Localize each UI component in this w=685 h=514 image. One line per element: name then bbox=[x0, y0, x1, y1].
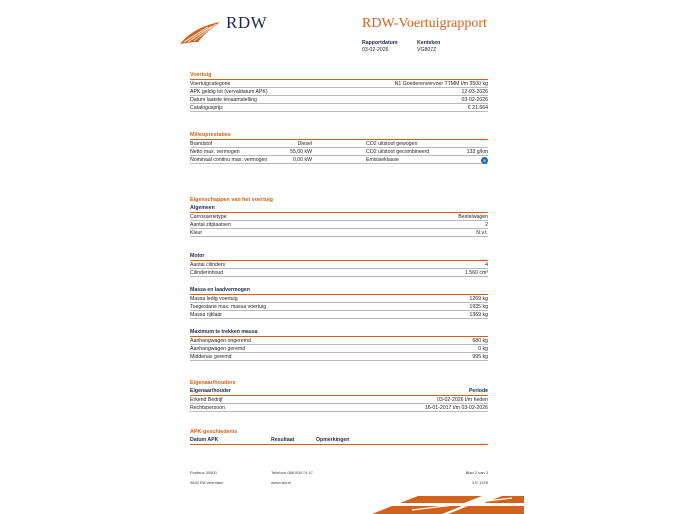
column-header: Datum APK bbox=[190, 437, 219, 443]
row-label: Toegestane max. massa voertuig bbox=[190, 304, 267, 310]
table-row bbox=[190, 156, 488, 164]
table-row bbox=[190, 221, 488, 229]
row-value: 1269 kg bbox=[469, 296, 488, 302]
column-header: Opmerkingen bbox=[316, 437, 350, 443]
footer-address bbox=[190, 470, 223, 486]
row-label: Rechtspersoon bbox=[190, 405, 225, 411]
divider bbox=[190, 444, 488, 445]
row-value: 133 g/km bbox=[466, 149, 488, 155]
row-value: N.v.t. bbox=[476, 230, 488, 236]
footer-text: www.rdw.nl bbox=[271, 480, 292, 485]
section-title: APK-geschiedenis bbox=[190, 429, 238, 435]
table-row bbox=[190, 353, 488, 361]
row-label: CO2 uitstoot gecombineerd bbox=[366, 149, 430, 155]
group-massa bbox=[190, 286, 488, 319]
table-header bbox=[190, 387, 488, 395]
row-value: 1.560 cm³ bbox=[464, 270, 488, 276]
section-title: Eigenaar/houders bbox=[190, 380, 236, 386]
row-label: Nominaal continu max. vermogen bbox=[190, 157, 268, 163]
section-title: Voertuig bbox=[190, 72, 212, 78]
row-label: Brandstof bbox=[190, 141, 213, 147]
row-value: 16-01-2017 t/m 03-02-2026 bbox=[424, 405, 488, 411]
row-value: 0,00 kW bbox=[292, 157, 312, 163]
meta-rapportdatum bbox=[362, 40, 397, 54]
row-label: Cilinderinhoud bbox=[190, 270, 224, 276]
table-row bbox=[190, 148, 488, 156]
row-label: Aanhangwagen geremd bbox=[190, 346, 246, 352]
group-title: Motor bbox=[190, 253, 205, 259]
table-row bbox=[190, 88, 488, 96]
table-row bbox=[190, 269, 488, 277]
footer-text: 3 E 1978 bbox=[471, 480, 488, 485]
row-value: 12-03-2026 bbox=[461, 89, 488, 95]
footer-text: Postbus 30000 bbox=[190, 470, 217, 475]
row-label: Voertuigcategorie bbox=[190, 81, 231, 87]
row-value: Diesel bbox=[297, 141, 312, 147]
row-value: 0 kg bbox=[478, 346, 488, 352]
meta-kenteken bbox=[417, 40, 440, 54]
row-label: CO2 uitstoot gewogen bbox=[366, 141, 418, 147]
logo-text: RDW bbox=[226, 13, 268, 32]
row-label: Netto max. vermogen bbox=[190, 149, 240, 155]
row-value: N1 Goederenvervoer TTMM t/m 3500 kg bbox=[394, 81, 488, 87]
row-label: Aanhangwagen ongeremd bbox=[190, 338, 251, 344]
row-label: Kleur bbox=[190, 230, 203, 236]
meta-value: VG807Z bbox=[417, 47, 437, 53]
footer-text: 9640 RA Veendam bbox=[190, 480, 224, 485]
table-row bbox=[190, 213, 488, 221]
section-eigenaar bbox=[190, 379, 488, 412]
row-label: APK geldig tot (vervaldatum APK) bbox=[190, 89, 268, 95]
row-label: Emissieklasse bbox=[366, 157, 399, 163]
row-label: Massa rijklaar bbox=[190, 312, 222, 318]
row-label: Middenas geremd bbox=[190, 354, 232, 360]
rdw-stripes-logo-icon bbox=[372, 494, 524, 514]
row-label: Datum laatste tenaamstelling bbox=[190, 97, 257, 103]
table-row bbox=[190, 404, 488, 412]
meta-key: Rapportdatum bbox=[362, 40, 398, 46]
row-label: Massa ledig voertuig bbox=[190, 296, 238, 302]
row-value: 03-02-2026 bbox=[461, 97, 488, 103]
section-title: Milieuprestaties bbox=[190, 132, 231, 138]
rdw-logo-icon bbox=[178, 20, 222, 46]
section-apk bbox=[190, 428, 488, 445]
group-title: Maximum te trekken massa bbox=[190, 329, 258, 335]
group-motor bbox=[190, 252, 488, 277]
table-row bbox=[190, 229, 488, 237]
row-value: Bestelwagen bbox=[458, 214, 488, 220]
group-title: Massa en laadvermogen bbox=[190, 287, 250, 293]
row-label: Aantal zitplaatsen bbox=[190, 222, 231, 228]
emission-class-badge: 5 bbox=[481, 157, 488, 164]
row-value: 995 kg bbox=[472, 354, 488, 360]
row-label: Aantal cilinders bbox=[190, 262, 226, 268]
group-title: Algemeen bbox=[190, 205, 215, 211]
table-row bbox=[190, 295, 488, 303]
row-value: 2 bbox=[485, 222, 488, 228]
column-header: Resultaat bbox=[271, 437, 295, 443]
table-row bbox=[190, 311, 488, 319]
row-value: € 21.664 bbox=[467, 105, 488, 111]
group-trekken bbox=[190, 328, 488, 361]
footer-page bbox=[466, 470, 488, 486]
section-voertuig bbox=[190, 71, 488, 112]
table-row bbox=[190, 345, 488, 353]
footer-contact bbox=[271, 470, 313, 486]
row-value: 1369 kg bbox=[469, 312, 488, 318]
row-label: Carrosserietype bbox=[190, 214, 227, 220]
footer-text: Blad 2 van 3 bbox=[465, 470, 488, 475]
table-row bbox=[190, 80, 488, 88]
table-row bbox=[190, 96, 488, 104]
table-row bbox=[190, 104, 488, 112]
row-value: 03-02-2026 t/m heden bbox=[436, 397, 488, 403]
column-header: Periode bbox=[468, 388, 488, 394]
table-row bbox=[190, 337, 488, 345]
table-row bbox=[190, 303, 488, 311]
section-title: Eigenschappen van het voertuig bbox=[190, 197, 273, 203]
meta-key: Kenteken bbox=[417, 40, 441, 46]
row-value: 4 bbox=[485, 262, 488, 268]
row-label: Erkend Bedrijf bbox=[190, 397, 223, 403]
table-row bbox=[190, 396, 488, 404]
footer-text: Telefoon 088 008 74 47 bbox=[271, 470, 313, 475]
row-label: Catalogusprijs bbox=[190, 105, 223, 111]
document-title: RDW-Voertuigrapport bbox=[362, 16, 487, 31]
row-value: 1935 kg bbox=[469, 304, 488, 310]
table-row bbox=[190, 140, 488, 148]
section-milieuprestaties bbox=[190, 131, 488, 164]
row-value: 55,00 kW bbox=[290, 149, 312, 155]
table-row bbox=[190, 261, 488, 269]
meta-value: 03-02-2026 bbox=[362, 47, 389, 53]
table-header bbox=[190, 436, 488, 444]
column-header: Eigenaar/houder bbox=[190, 388, 231, 394]
section-eigenschappen bbox=[190, 196, 488, 237]
row-value: 680 kg bbox=[472, 338, 488, 344]
